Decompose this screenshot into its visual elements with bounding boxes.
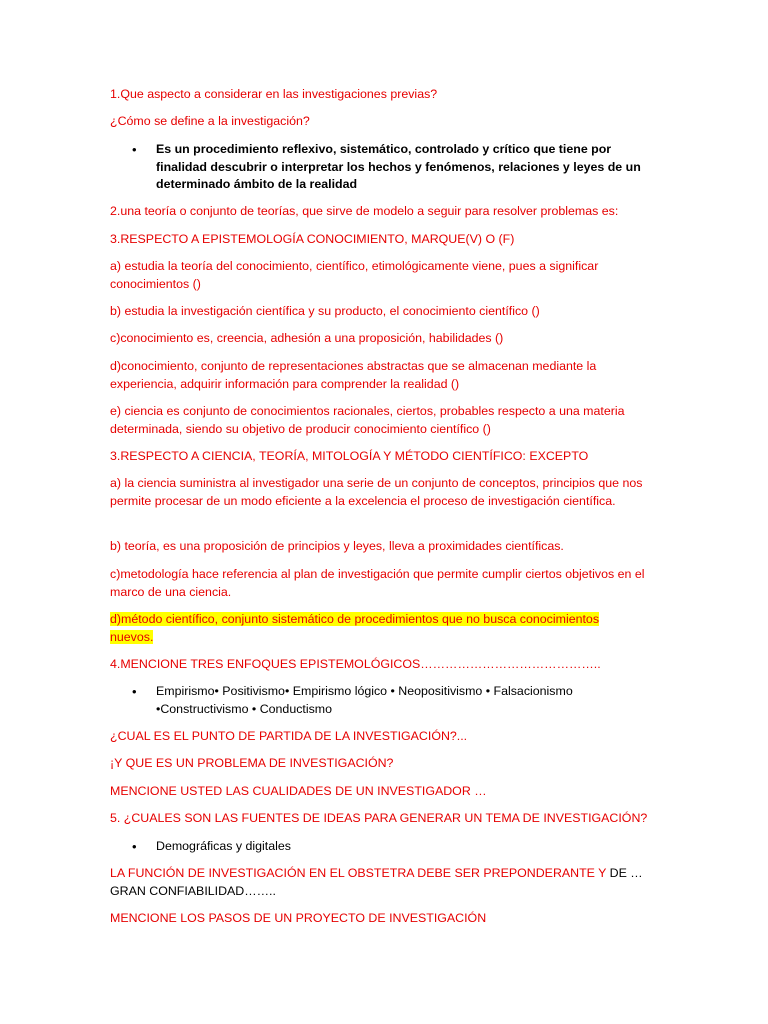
question-3b-option-d-highlighted xyxy=(110,611,665,646)
question-1-subquestion: ¿Cómo se define a la investigación? xyxy=(110,114,310,128)
statement-obstetra-answer: DE …GRAN CONFIABILIDAD…….. xyxy=(110,866,643,898)
question-3b-heading: 3.RESPECTO A CIENCIA, TEORÍA, MITOLOGÍA Y MÉTODO CIENTÍFICO: EXCEPTO xyxy=(110,449,589,463)
question-5: 5. ¿CUALES SON LAS FUENTES DE IDEAS PARA GENERAR UN TEMA DE INVESTIGACIÓN? xyxy=(110,811,648,825)
answer-4-line-2: •Constructivismo • Conductismo xyxy=(156,701,333,716)
statement-obstetra xyxy=(110,865,665,900)
question-3b-option-c: c)metodología hace referencia al plan de investigación que permite cumplir ciertos objetivos en el marco de una ciencia. xyxy=(110,567,645,599)
question-3-option-b: b) estudia la investigación científica y su producto, el conocimiento científico () xyxy=(110,304,540,318)
question-research-problem: ¡Y QUE ES UN PROBLEMA DE INVESTIGACIÓN? xyxy=(110,756,394,770)
statement-obstetra-red: LA FUNCIÓN DE INVESTIGACIÓN EN EL OBSTETRA DEBE SER PREPONDERANTE Y xyxy=(110,866,607,880)
bullet-marker: • xyxy=(132,839,137,854)
highlighted-answer-line-2: nuevos. xyxy=(110,629,154,644)
question-3-option-a: a) estudia la teoría del conocimiento, científico, etimológicamente viene, pues a significar conocimientos () xyxy=(110,259,599,291)
question-2: 2.una teoría o conjunto de teorías, que sirve de modelo a seguir para resolver problemas es: xyxy=(110,204,619,218)
question-1: 1.Que aspecto a considerar en las investigaciones previas? xyxy=(110,87,438,101)
question-3-option-c: c)conocimiento es, creencia, adhesión a una proposición, habilidades () xyxy=(110,331,504,345)
question-researcher-qualities: MENCIONE USTED LAS CUALIDADES DE UN INVESTIGADOR … xyxy=(110,784,487,798)
bullet-marker: • xyxy=(132,684,137,699)
question-3-option-d: d)conocimiento, conjunto de representaciones abstractas que se almacenan mediante la experiencia, adquirir información para comprender la realidad () xyxy=(110,359,597,391)
answer-5-sources: Demográficas y digitales xyxy=(156,839,291,853)
question-project-steps: MENCIONE LOS PASOS DE UN PROYECTO DE INVESTIGACIÓN xyxy=(110,911,487,925)
answer-1-definition: Es un procedimiento reflexivo, sistemático, controlado y crítico que tiene por finalidad descubrir o interpretar los hechos y fenómenos, relaciones y leyes de un determinado ámbito de la realidad xyxy=(156,142,641,191)
bullet-marker: • xyxy=(132,142,137,157)
highlighted-answer-line-1: d)método científico, conjunto sistemático de procedimientos que no busca conocimientos xyxy=(110,612,600,626)
answer-4-approaches xyxy=(156,683,656,718)
question-starting-point: ¿CUAL ES EL PUNTO DE PARTIDA DE LA INVESTIGACIÓN?... xyxy=(110,729,468,743)
question-3-option-e: e) ciencia es conjunto de conocimientos racionales, ciertos, probables respecto a una materia determinada, siendo su objetivo de producir conocimiento científico () xyxy=(110,404,625,436)
question-3b-option-b: b) teoría, es una proposición de principios y leyes, lleva a proximidades científicas. xyxy=(110,539,564,553)
question-3b-option-a: a) la ciencia suministra al investigador una serie de un conjunto de conceptos, principios que nos permite procesar de un modo eficiente a la excelencia el proceso de investigación científica. xyxy=(110,476,643,508)
question-4: 4.MENCIONE TRES ENFOQUES EPISTEMOLÓGICOS…………………………………….. xyxy=(110,657,601,671)
question-3-heading: 3.RESPECTO A EPISTEMOLOGÍA CONOCIMIENTO, MARQUE(V) O (F) xyxy=(110,232,515,246)
answer-4-line-1: Empirismo• Positivismo• Empirismo lógico • Neopositivismo • Falsacionismo xyxy=(156,684,573,698)
